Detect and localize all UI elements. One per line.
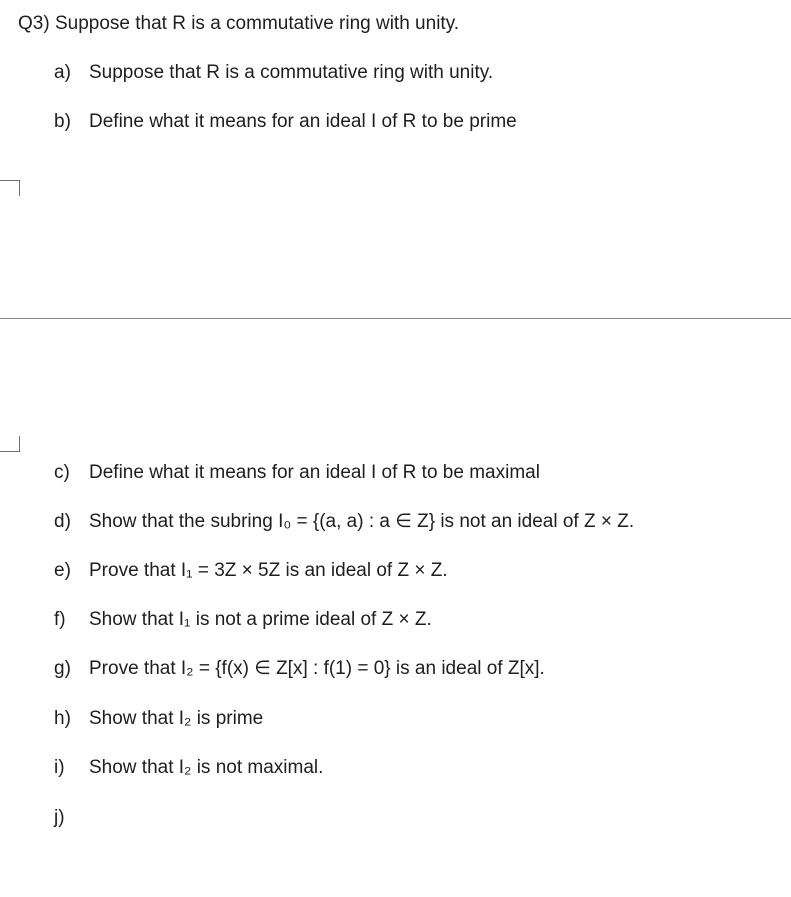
item-label: c)	[54, 462, 70, 483]
list-item-c	[54, 461, 540, 485]
list-item-d	[54, 510, 634, 534]
page-corner-mark-top	[0, 180, 20, 196]
list-item-a	[54, 61, 493, 85]
item-label: g)	[54, 658, 71, 679]
item-text: Suppose that R is a commutative ring with unity.	[89, 62, 494, 83]
list-item-h	[54, 707, 263, 731]
item-label: e)	[54, 560, 71, 581]
item-label: b)	[54, 111, 71, 132]
page-corner-mark-bottom	[0, 436, 20, 452]
item-text: Show that the subring I₀ = {(a, a) : a ∈ Z} is not an ideal of Z × Z.	[89, 511, 635, 532]
list-item-g	[54, 657, 545, 681]
item-label: a)	[54, 62, 71, 83]
page-divider	[0, 318, 791, 319]
item-label: f)	[54, 609, 66, 630]
item-text: Define what it means for an ideal I of R to be maximal	[89, 462, 540, 483]
item-text: Prove that I₂ = {f(x) ∈ Z[x] : f(1) = 0} is an ideal of Z[x].	[89, 658, 545, 679]
item-text: Define what it means for an ideal I of R to be prime	[89, 111, 517, 132]
question-title: Q3) Suppose that R is a commutative ring with unity.	[18, 13, 460, 34]
list-item-b	[54, 110, 517, 134]
list-item-f	[54, 608, 432, 632]
list-item-e	[54, 559, 448, 583]
item-label: j)	[54, 807, 65, 828]
item-text: Show that I₁ is not a prime ideal of Z × Z.	[89, 609, 432, 630]
list-item-i	[54, 756, 323, 780]
item-label: h)	[54, 708, 71, 729]
list-item-j	[54, 806, 89, 830]
item-label: d)	[54, 511, 71, 532]
item-text: Prove that I₁ = 3Z × 5Z is an ideal of Z × Z.	[89, 560, 448, 581]
item-text: Show that I₂ is not maximal.	[89, 757, 324, 778]
item-text: Show that I₂ is prime	[89, 708, 264, 729]
item-label: i)	[54, 757, 65, 778]
